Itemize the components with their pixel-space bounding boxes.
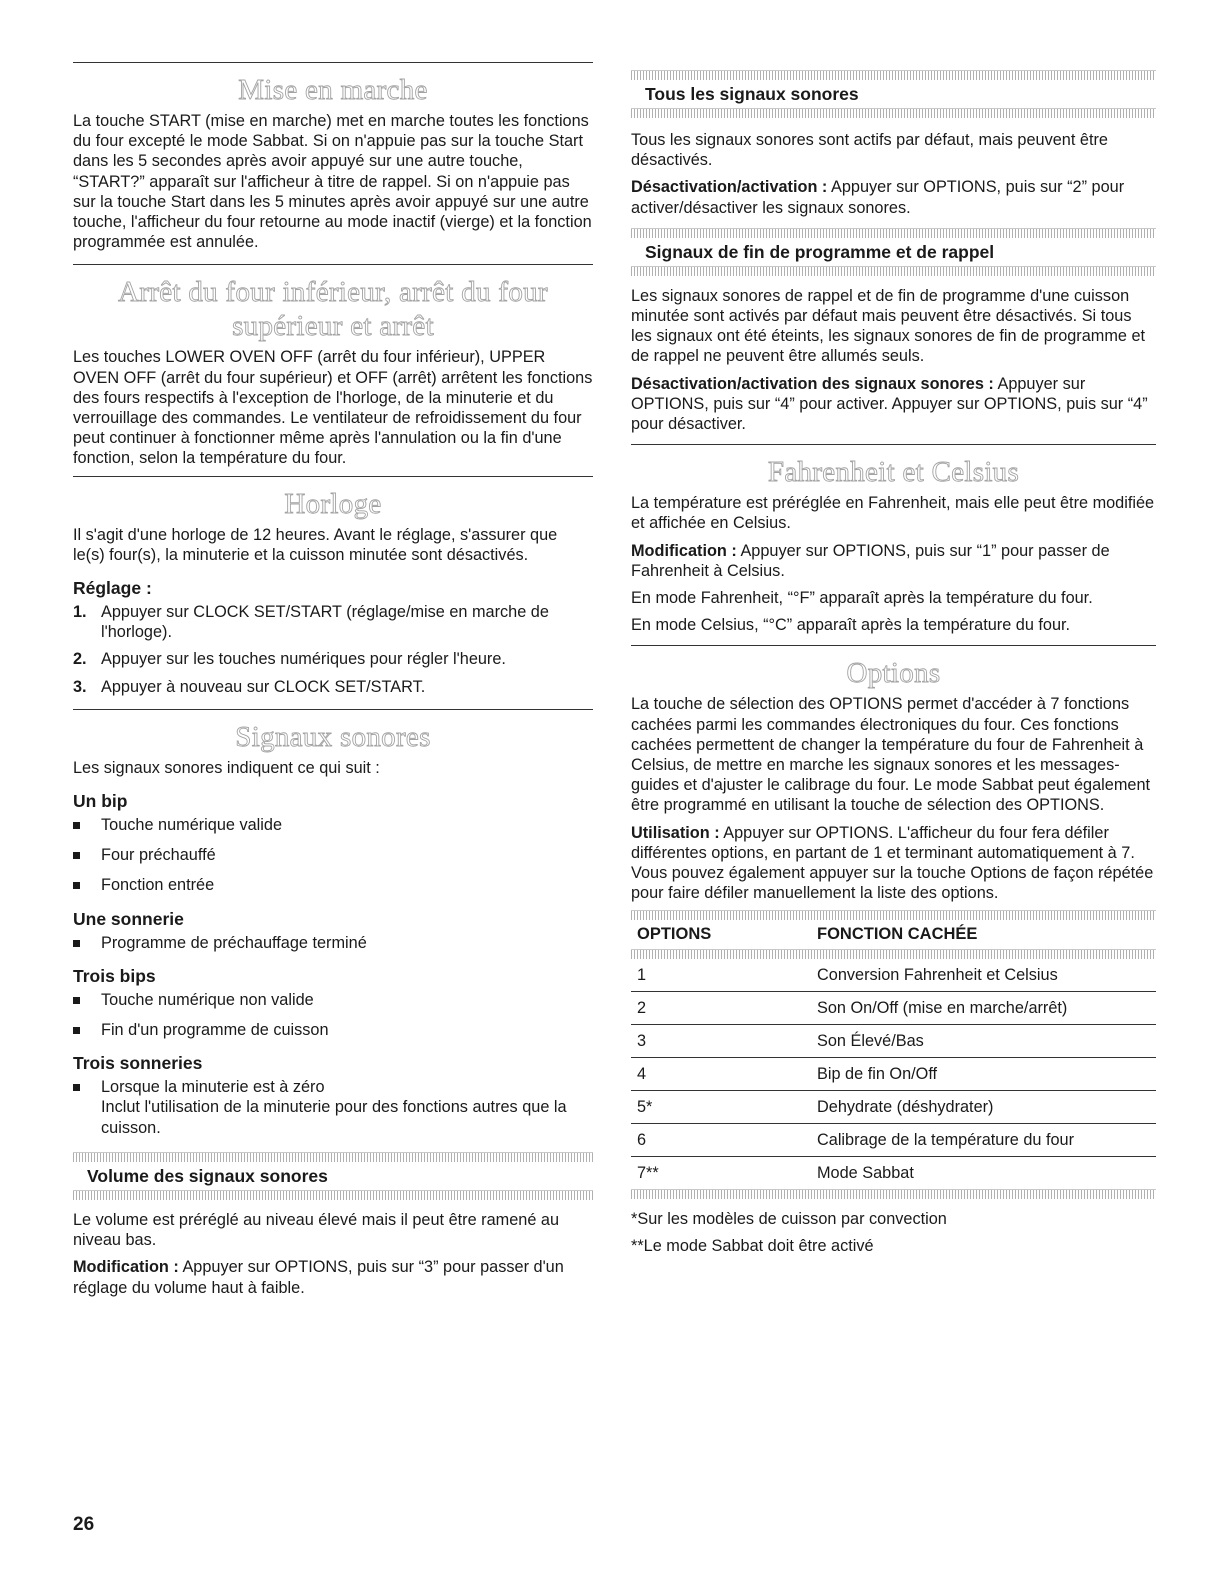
- section-title-mise: Mise en marche: [238, 74, 428, 106]
- group-title: Trois bips: [73, 965, 156, 986]
- list-item: [73, 845, 593, 865]
- option-number: 3: [631, 1025, 811, 1058]
- bullet-text: Fin d'un programme de cuisson: [101, 1021, 329, 1040]
- right-column: [631, 70, 1156, 1262]
- option-number: 5*: [631, 1091, 811, 1124]
- section-title-options: Options: [846, 657, 941, 690]
- options-detail: [631, 823, 1156, 904]
- table-header-row: [631, 922, 1156, 949]
- column-header-fonction: FONCTION CACHÉE: [817, 925, 978, 944]
- section-title-arret: Arrêt du four inférieur, arrêt du four supérieur et arrêt: [118, 276, 548, 343]
- table-row: [631, 959, 1156, 992]
- list-item: [73, 602, 593, 642]
- section-title-signaux: Signaux sonores: [235, 720, 431, 753]
- subsection-title-volume: Volume des signaux sonores: [87, 1165, 328, 1186]
- section-divider: [631, 444, 1156, 445]
- horloge-subtitle: Réglage :: [73, 578, 152, 599]
- section-title-fahrenheit: Fahrenheit et Celsius: [767, 456, 1020, 489]
- step-text: Appuyer sur les touches numériques pour régler l'heure.: [101, 650, 506, 669]
- hatched-rule: [631, 1189, 1156, 1199]
- fahr-detail-text: Appuyer sur OPTIONS, puis sur “1” pour passer de Fahrenheit à Celsius.: [631, 541, 1110, 580]
- step-text: Appuyer sur CLOCK SET/START (réglage/mise en marche de l'horloge).: [101, 603, 549, 642]
- option-function: Son On/Off (mise en marche/arrêt): [811, 992, 1156, 1025]
- group-title: Un bip: [73, 791, 128, 812]
- fin-detail-text: Appuyer sur OPTIONS, puis sur “4” pour activer. Appuyer sur OPTIONS, puis sur “4” pour désactiver.: [631, 374, 1148, 434]
- bullet-list: [73, 1077, 593, 1138]
- bullet-square-icon: [73, 822, 80, 829]
- page-number: 26: [73, 1514, 95, 1535]
- column-header-options: OPTIONS: [637, 925, 712, 944]
- horloge-steps: [73, 602, 593, 697]
- mise-body: La touche START (mise en marche) met en marche toutes les fonctions du four excepté le mode Sabbat. Si on n'appuie pas sur la touche Start dans les 5 secondes après avoir appuyé sur une autre touche, “START?” apparaît sur l'afficheur à titre de rappel. Si on n'appuie pas sur la touche Start dans les 5 minutes après avoir appuyé sur une autre touche, l'afficheur du four retourne au mode inactif (vierge) et la fonction programmée est annulée.: [73, 112, 592, 252]
- bullet-text: Lorsque la minuterie est à zéro: [101, 1078, 325, 1097]
- group-title: Une sonnerie: [73, 908, 184, 929]
- tous-body: Tous les signaux sonores sont actifs par défaut, mais peuvent être désactivés.: [631, 131, 1108, 170]
- footnote-1: *Sur les modèles de cuisson par convection: [631, 1210, 947, 1229]
- section-divider: [73, 62, 593, 63]
- arret-body: Les touches LOWER OVEN OFF (arrêt du four inférieur), UPPER OVEN OFF (arrêt du four supérieur) et OFF (arrêt) arrêtent les fonctions des fours respectifs à l'exception de l'horloge, de la minuterie et du verrouillage des commandes. Le ventilateur de refroidissement du four peut continuer à fonctionner même après l'annulation ou la fin d'une fonction, selon la température du four.: [73, 348, 593, 468]
- group-title: Trois sonneries: [73, 1053, 203, 1074]
- list-item: [73, 649, 593, 669]
- hatched-rule: [73, 1152, 593, 1162]
- fahr-line2: En mode Celsius, “°C” apparaît après la température du four.: [631, 616, 1071, 635]
- hatched-rule: [631, 108, 1156, 118]
- bullet-square-icon: [73, 997, 80, 1004]
- step-number: 1.: [73, 603, 87, 622]
- hatched-rule: [631, 70, 1156, 80]
- list-item: [73, 933, 593, 953]
- option-function: Bip de fin On/Off: [811, 1058, 1156, 1091]
- table-row: [631, 992, 1156, 1025]
- bullet-square-icon: [73, 940, 80, 947]
- subsection-bar: [631, 228, 1156, 276]
- hatched-rule: [73, 1190, 593, 1200]
- volume-detail-text: Appuyer sur OPTIONS, puis sur “3” pour passer d'un réglage du volume haut à faible.: [73, 1258, 564, 1297]
- option-number: 1: [631, 959, 811, 992]
- fahr-label: Modification :: [631, 541, 737, 560]
- list-item: [73, 875, 593, 895]
- bullet-extra-text: Inclut l'utilisation de la minuterie pour des fonctions autres que la cuisson.: [101, 1098, 567, 1137]
- fin-body: Les signaux sonores de rappel et de fin de programme d'une cuisson minutée sont activés par défaut mais peuvent être désactivés. Si tous les signaux ont été éteints, les signaux sonores de fin de programme et de rappel ne peuvent être allumés seuls.: [631, 286, 1146, 366]
- fahr-detail: [631, 541, 1156, 581]
- option-number: 7**: [637, 1164, 659, 1183]
- bullet-square-icon: [73, 882, 80, 889]
- subsection-bar: [73, 1152, 593, 1200]
- volume-detail: [73, 1257, 593, 1297]
- option-number: 6: [631, 1124, 811, 1157]
- list-item: [73, 1020, 593, 1040]
- table-row: [631, 1025, 1156, 1058]
- volume-body: Le volume est préréglé au niveau élevé mais il peut être ramené au niveau bas.: [73, 1210, 560, 1250]
- option-function: Dehydrate (déshydrater): [811, 1091, 1156, 1124]
- table-row: [631, 1091, 1156, 1124]
- options-table: [631, 922, 1156, 1189]
- fahr-line1: En mode Fahrenheit, “°F” apparaît après la température du four.: [631, 589, 1093, 608]
- options-body: La touche de sélection des OPTIONS permet d'accéder à 7 fonctions cachées parmi les commandes électroniques du four. Ces fonctions cachées permettent de changer la température du four de Fahrenheit à Celsius, de mettre en marche les signaux sonores et les messages-guides et d'ajuster le calibrage du four. Le mode Sabbat peut également être programmé en utilisant la touche de sélection des OPTIONS.: [631, 695, 1151, 815]
- section-divider: [631, 645, 1156, 646]
- subsection-title-tous: Tous les signaux sonores: [645, 84, 859, 104]
- option-number: 2: [631, 992, 811, 1025]
- options-label: Utilisation :: [631, 823, 720, 842]
- hatched-rule: [631, 228, 1156, 238]
- bullet-text: Touche numérique non valide: [101, 990, 314, 1009]
- option-function: Mode Sabbat: [817, 1164, 914, 1183]
- hatched-rule: [631, 910, 1156, 920]
- subsection-title-fin: Signaux de fin de programme et de rappel: [645, 241, 995, 262]
- step-text: Appuyer à nouveau sur CLOCK SET/START.: [101, 677, 426, 696]
- options-detail-text: Appuyer sur OPTIONS. L'afficheur du four fera défiler différentes options, en partant de 1 et terminant automatiquement à 7. Vous pouvez également appuyer sur la touche Options de façon répétée pour faire défiler manuellement la liste des options.: [631, 823, 1154, 903]
- section-divider: [73, 264, 593, 265]
- fahr-body: La température est préréglée en Fahrenheit, mais elle peut être modifiée et affichée en Celsius.: [631, 494, 1155, 533]
- hatched-rule: [631, 949, 1156, 959]
- bullet-square-icon: [73, 1084, 80, 1091]
- left-column: [73, 62, 593, 1305]
- signaux-intro: Les signaux sonores indiquent ce qui suit :: [73, 758, 380, 777]
- option-number: 4: [631, 1058, 811, 1091]
- option-function: Calibrage de la température du four: [811, 1124, 1156, 1157]
- fin-label: Désactivation/activation des signaux sonores :: [631, 374, 994, 393]
- tous-detail-text: Appuyer sur OPTIONS, puis sur “2” pour activer/désactiver les signaux sonores.: [631, 178, 1125, 217]
- table-row: [631, 1124, 1156, 1157]
- bullet-text: Four préchauffé: [101, 846, 216, 865]
- step-number: 2.: [73, 650, 87, 669]
- footnote-2: **Le mode Sabbat doit être activé: [631, 1236, 874, 1255]
- bullet-text: Touche numérique valide: [101, 816, 283, 835]
- tous-label: Désactivation/activation :: [631, 178, 828, 197]
- horloge-body: Il s'agit d'une horloge de 12 heures. Avant le réglage, s'assurer que le(s) four(s), la minuterie et la cuisson minutée sont désactivés.: [73, 525, 558, 564]
- bullet-list: [73, 815, 593, 896]
- list-item: [73, 677, 593, 697]
- list-item: [73, 990, 593, 1010]
- bullet-text: Programme de préchauffage terminé: [101, 933, 367, 952]
- section-title-horloge: Horloge: [284, 487, 382, 520]
- option-function: Conversion Fahrenheit et Celsius: [811, 959, 1156, 992]
- section-divider: [73, 476, 593, 477]
- hatched-rule: [631, 266, 1156, 276]
- section-divider: [73, 709, 593, 710]
- tous-detail: [631, 177, 1156, 217]
- list-item: [73, 815, 593, 835]
- volume-label: Modification :: [73, 1258, 179, 1277]
- table-row: [631, 1058, 1156, 1091]
- table-row: [631, 1157, 1156, 1190]
- bullet-list: [73, 933, 593, 953]
- option-function: Son Élevé/Bas: [811, 1025, 1156, 1058]
- bullet-square-icon: [73, 852, 80, 859]
- bullet-list: [73, 990, 593, 1040]
- step-number: 3.: [73, 677, 87, 696]
- subsection-bar: [631, 70, 1156, 118]
- bullet-text: Fonction entrée: [101, 876, 215, 895]
- list-item: [73, 1077, 593, 1138]
- fin-detail: [631, 374, 1156, 435]
- bullet-square-icon: [73, 1027, 80, 1034]
